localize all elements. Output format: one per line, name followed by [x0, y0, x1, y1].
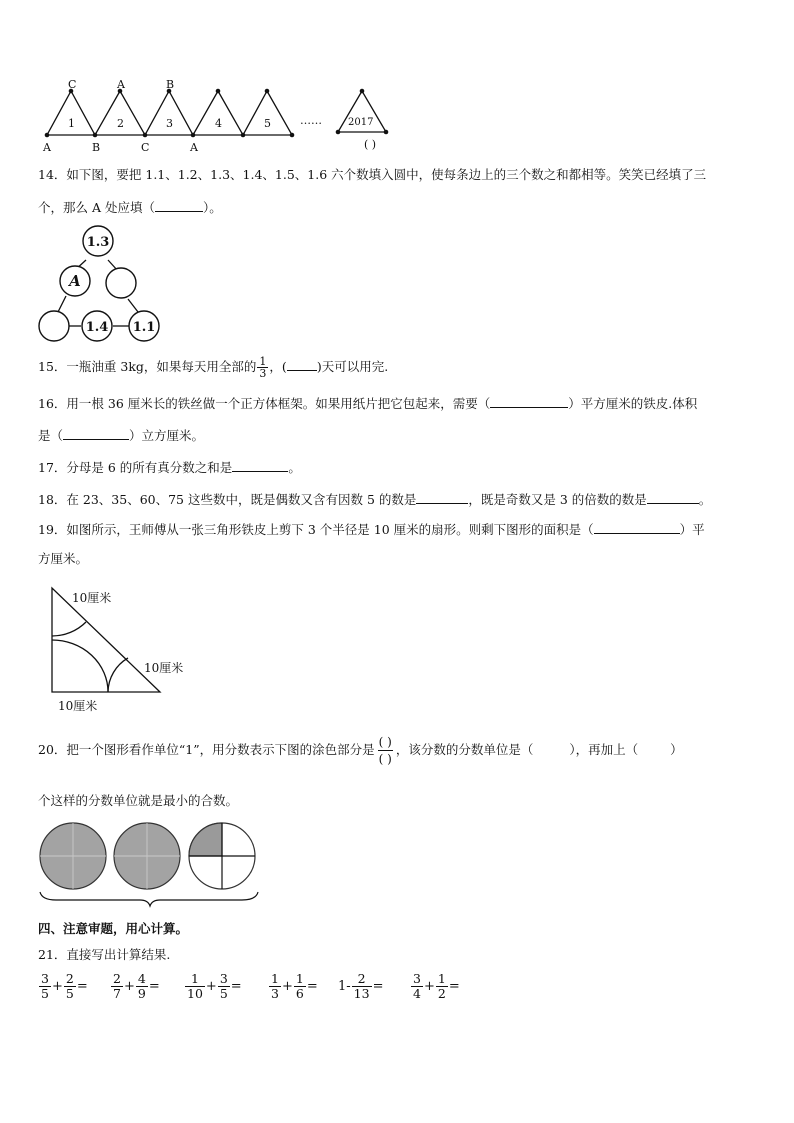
q14-line1 [38, 166, 706, 184]
section-4-text: 四、注意审题，用心计算。 [38, 921, 189, 936]
circle-top-value: 1.3 [86, 235, 110, 250]
calc4-b-num: 1 [295, 971, 304, 986]
q20-frac-num: ( ) [378, 735, 392, 749]
top-letter: C [68, 78, 77, 91]
ellipsis: …… [300, 114, 322, 127]
circle-bottom-mid-value: 1.4 [85, 320, 109, 335]
q19-text2: 方厘米。 [38, 551, 89, 566]
q15-mid: ，( [269, 359, 287, 374]
q21-title-text: 21．直接写出计算结果. [38, 947, 171, 962]
triangle-number: 3 [166, 117, 173, 130]
q20-mid2: ），再加上（ [569, 742, 639, 757]
calc2-op: + [123, 979, 135, 994]
triangle-number: 4 [215, 117, 222, 130]
q14-answer-blank[interactable] [155, 198, 203, 212]
bottom-letter: A [190, 141, 198, 154]
q16-text2b: ）立方厘米。 [129, 428, 205, 443]
circle-right-empty[interactable] [106, 268, 136, 298]
label-top: 10厘米 [72, 591, 112, 605]
q20-frac-den: ( ) [378, 752, 392, 766]
q15-answer-blank[interactable] [287, 357, 317, 371]
bottom-letter: C [141, 141, 150, 154]
q20-mid: ，该分数的分数单位是（ [395, 742, 534, 757]
calc3-a-num: 1 [185, 972, 205, 987]
triangle-number: 1 [68, 117, 75, 130]
q20-line2 [38, 792, 238, 810]
q15-fraction [257, 356, 268, 379]
q15-frac-num: 1 [259, 355, 267, 368]
q20-count-blank[interactable] [638, 741, 670, 754]
calc2-b-num: 4 [137, 971, 146, 986]
q17-end: 。 [288, 460, 301, 475]
calc2-b-den: 9 [137, 986, 146, 1001]
q16-volume-blank[interactable] [63, 426, 129, 440]
calc5-b-num: 2 [352, 972, 372, 987]
calc3-op: + [205, 979, 217, 994]
calc-item-5[interactable] [338, 972, 383, 1001]
q16-text1: 16．用一根 36 厘米长的铁丝做一个正方体框架。如果用纸片把它包起来，需要（ [38, 396, 491, 411]
q18-text-c: 。 [698, 492, 712, 507]
q16-area-blank[interactable] [490, 394, 568, 408]
calc4-eq: = [306, 979, 318, 994]
calc1-op: + [51, 979, 63, 994]
calc-item-4[interactable] [268, 972, 318, 1001]
q16-line2 [38, 426, 204, 445]
q14-text2: 个，那么 A 处应填（ [38, 200, 155, 215]
q21-title [38, 946, 170, 964]
calc2-a-num: 2 [113, 971, 121, 986]
q20-text2: 个这样的分数单位就是最小的合数。 [38, 793, 239, 808]
calc6-eq: = [448, 979, 460, 994]
calc3-a-den: 10 [187, 986, 203, 1001]
label-bottom: 10厘米 [58, 699, 98, 713]
q20-fraction-answer[interactable] [378, 734, 393, 767]
calc6-op: + [423, 979, 435, 994]
calc3-b-den: 5 [219, 986, 228, 1001]
answer-paren: ( ) [364, 138, 377, 151]
q18-text-a: 18．在 23、35、60、75 这些数中，既是偶数又含有因数 5 的数是 [38, 492, 417, 507]
q19-text1b: ）平 [679, 522, 705, 537]
calc-item-3[interactable] [184, 972, 242, 1001]
shaded-quarter [189, 823, 222, 856]
q20-unit-blank[interactable] [533, 741, 569, 754]
triangle-number: 5 [264, 117, 271, 130]
q18-text-b: ，既是奇数又是 3 的倍数的数是 [468, 492, 647, 507]
calc5-lead: 1- [338, 979, 351, 994]
triangle-number: 2 [117, 117, 124, 130]
calc1-a-den: 5 [41, 986, 49, 1001]
calc3-b-num: 3 [219, 971, 228, 986]
q14-text: 14．如下图，要把 1.1、1.2、1.3、1.4、1.5、1.6 六个数填入圆中，使每条边上的三个数之和都相等。笑笑已经填了三 [38, 167, 707, 182]
q15-post: )天可以用完. [316, 359, 389, 374]
top-letter: B [166, 78, 175, 91]
q15-pre: 15．一瓶油重 3kg，如果每天用全部的 [38, 359, 257, 374]
q17 [38, 458, 301, 477]
q14-text2-end: ）。 [202, 200, 222, 215]
calc1-b-den: 5 [65, 986, 74, 1001]
calc2-a-den: 7 [113, 986, 121, 1001]
calc5-b-den: 13 [353, 986, 370, 1001]
calc6-b-num: 1 [437, 971, 446, 986]
calc1-a-num: 3 [41, 971, 49, 986]
calc4-a-den: 3 [271, 986, 279, 1001]
section-4-title [38, 920, 188, 938]
calc-item-2[interactable] [110, 972, 160, 1001]
q20-end: ） [670, 742, 683, 757]
q15-frac-den: 3 [259, 367, 267, 380]
triangle-sectors-figure [40, 580, 210, 718]
brace [40, 892, 258, 906]
label-right: 10厘米 [144, 661, 184, 675]
circle-a-label: A [69, 272, 81, 290]
triangle-sequence-figure [38, 76, 418, 156]
q16-text1b: ）平方厘米的铁皮.体积 [568, 396, 698, 411]
q20-pre: 20．把一个图形看作单位“1”，用分数表示下图的涂色部分是 [38, 742, 375, 757]
q17-answer-blank[interactable] [232, 458, 288, 472]
q18-blank-2[interactable] [647, 490, 699, 504]
calc-item-1[interactable] [38, 972, 88, 1001]
calc6-b-den: 2 [437, 986, 446, 1001]
q14-line2 [38, 198, 222, 217]
q19-text1: 19．如图所示，王师傅从一张三角形铁皮上剪下 3 个半径是 10 厘米的扇形。则剩下图形的面积是（ [38, 522, 594, 537]
circles-shaded-figure [36, 818, 266, 908]
q16-text2: 是（ [38, 428, 64, 443]
q19-line2 [38, 550, 88, 568]
calc2-eq: = [148, 979, 160, 994]
calc-item-6[interactable] [410, 972, 460, 1001]
calc5-eq: = [372, 979, 384, 994]
calc4-a-num: 1 [271, 971, 279, 986]
triangle-number-2017: 2017 [348, 117, 374, 128]
number-triangle-figure [36, 224, 166, 346]
q19-answer-blank[interactable] [594, 520, 680, 534]
q18 [38, 490, 711, 509]
top-letter: A [117, 78, 125, 91]
q16-line1 [38, 394, 697, 413]
calc1-b-num: 2 [65, 971, 74, 986]
bottom-letter: B [92, 141, 101, 154]
q19-line1 [38, 520, 705, 539]
calc4-op: + [281, 979, 293, 994]
q17-text: 17．分母是 6 的所有真分数之和是 [38, 460, 233, 475]
calc6-a-num: 3 [413, 971, 421, 986]
calc3-eq: = [230, 979, 242, 994]
q15 [38, 356, 388, 379]
calc6-a-den: 4 [413, 986, 421, 1001]
calc1-eq: = [76, 979, 88, 994]
q20-line1 [38, 733, 683, 767]
calc4-b-den: 6 [295, 986, 304, 1001]
circle-bottom-right-value: 1.1 [132, 320, 156, 335]
bottom-letter: A [43, 141, 51, 154]
circle-bottom-left-empty[interactable] [39, 311, 69, 341]
q18-blank-1[interactable] [416, 490, 468, 504]
